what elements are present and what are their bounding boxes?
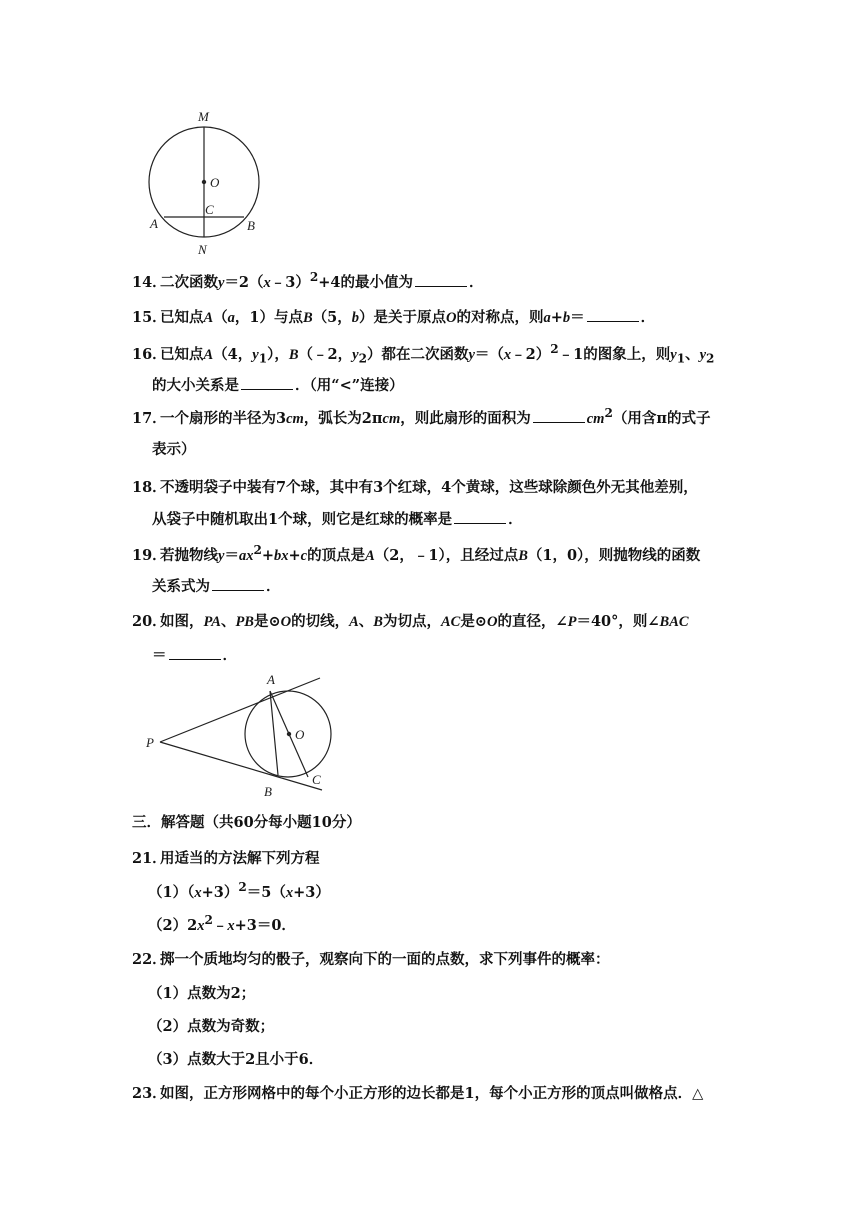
question-16: 16．已知点A（4，$y_1$），B（﹣2，$y_2$）都在二次函数y＝（x﹣2）$^2$﹣1的图象上，则$y_1$、$y_2$ — [132, 342, 715, 366]
label-a: A — [150, 216, 158, 231]
label-b: B — [247, 218, 255, 233]
label-b-2: B — [264, 784, 272, 799]
tangent-circle-figure — [140, 664, 340, 804]
question-18: 18．不透明袋子中装有7个球，其中有3个红球，4个黄球，这些球除颜色外无其他差别， — [132, 479, 698, 496]
question-19-line-2: 关系式为 ． — [152, 578, 281, 595]
label-c: C — [205, 202, 214, 217]
question-21-part-2: $(2)2x^2﹣x+3=0$． — [148, 913, 296, 934]
question-22-part-3: （3）点数大于2且小于6． — [148, 1051, 324, 1068]
question-20-line-2: ＝ ． — [152, 647, 237, 664]
section-3-title: 三．解答题（共60分每小题10分） — [132, 814, 361, 831]
question-14: 14．二次函数y＝2（x﹣3）$^2$+4的最小值为 ． — [132, 270, 484, 291]
label-p: P — [146, 735, 154, 750]
question-22: 22．掷一个质地均匀的骰子，观察向下的一面的点数，求下列事件的概率： — [132, 951, 610, 968]
question-15: 15．已知点A（a，1）与点B（5，b）是关于原点O的对称点，则a+b＝ ． — [132, 309, 656, 326]
answer-blank — [587, 309, 639, 322]
question-20: 20．如图，PA、PB是⊙O的切线，A、B为切点，AC是⊙O的直径，∠P＝40°，则∠BAC — [132, 613, 689, 630]
answer-blank — [454, 511, 506, 524]
label-c-2: C — [312, 772, 321, 787]
question-23: 23．如图，正方形网格中的每个小正方形的边长都是1，每个小正方形的顶点叫做格点．△ — [132, 1085, 704, 1102]
label-o-2: O — [295, 727, 305, 742]
tangent-pb — [160, 742, 322, 790]
question-17-line-2: 表示） — [152, 441, 196, 458]
answer-blank — [212, 578, 264, 591]
circle-chord-figure — [140, 104, 270, 264]
label-n: N — [198, 242, 207, 257]
question-22-part-1: （1）点数为2； — [148, 985, 256, 1002]
question-21-part-1: $(1)(x+3)^2=5(x+3)$ — [148, 880, 330, 901]
label-a-2: A — [267, 672, 275, 687]
answer-blank — [169, 647, 221, 660]
question-16-line-2: 的大小关系是 ．（用“<”连接） — [152, 377, 404, 394]
label-o: O — [210, 175, 220, 190]
question-17: 17．一个扇形的半径为3cm，弧长为2πcm，则此扇形的面积为 $cm^2$（用含π的式子 — [132, 406, 711, 427]
center-dot-2 — [287, 732, 291, 736]
chord-ab-2 — [270, 691, 278, 775]
label-m: M — [198, 109, 209, 124]
answer-blank — [533, 410, 585, 423]
question-22-part-2: （2）点数为奇数； — [148, 1018, 275, 1035]
answer-blank — [241, 377, 293, 390]
center-dot — [202, 180, 206, 184]
question-18-line-2: 从袋子中随机取出1个球，则它是红球的概率是 ． — [152, 511, 523, 528]
question-19: 19．若抛物线$y=ax^2+bx+c$的顶点是A（2，﹣1），且经过点B（1，0），则抛物线的函数 — [132, 543, 701, 564]
question-21: 21．用适当的方法解下列方程 — [132, 850, 320, 867]
answer-blank — [415, 274, 467, 287]
